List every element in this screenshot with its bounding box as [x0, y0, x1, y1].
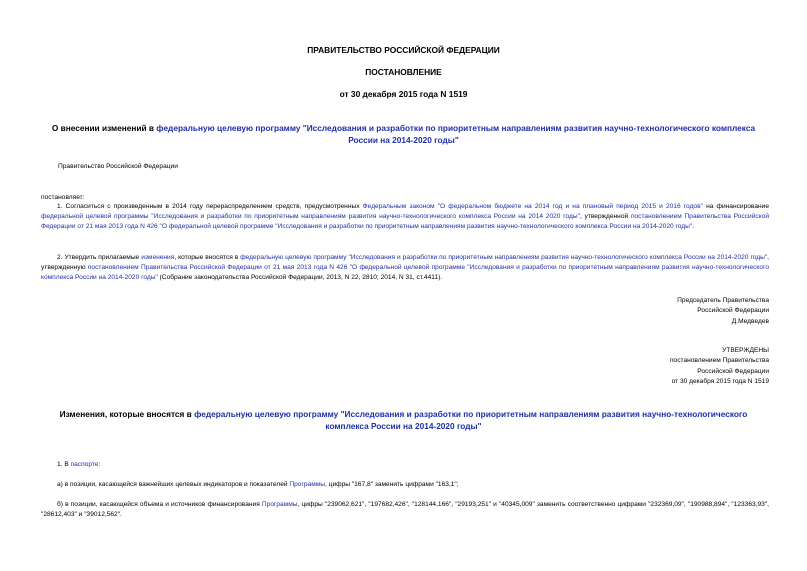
sub-b-text-1: б) в позиции, касающейся объема и источников финансирования: [57, 501, 262, 508]
item1-text-1: 1. Согласиться с произведенным в 2014 году перераспределением средств, предусмотренных: [57, 203, 363, 210]
federal-law-link[interactable]: Федеральным законом "О федеральном бюджете на 2014 год и на плановый период 2015 и 2016 годов": [362, 203, 703, 210]
approval-line-3: Российской Федерации: [697, 367, 769, 375]
sub-item-b: [41, 500, 769, 520]
changes-title-prefix: Изменения, которые вносятся в: [59, 409, 195, 419]
paragraph-item-2: [41, 253, 769, 284]
signature-line-1: Председатель Правительства: [677, 297, 769, 304]
sub-b-text-2: , цифры "239062,621", "197682,426", "128144,166", "29193,251" и "40345,009" заменить соответственно цифрами "232369,09", "190988,894", "123363,93", "28612,403" и "39012,562".: [41, 501, 769, 519]
changes-title: [50, 408, 757, 432]
date-number-heading: от 30 декабря 2015 года N 1519: [339, 89, 468, 99]
program-link[interactable]: федеральной целевой программы "Исследования и разработки по приоритетным направлениям развития научно-технологического комплекса России на 2014 2020 годы": [41, 213, 580, 221]
sub-a-text-1: а) в позиции, касающейся важнейших целевых индикаторов и показателей: [57, 481, 290, 488]
sub-a-program-link[interactable]: Программы: [289, 481, 326, 488]
passport-text-1: 1. В: [57, 461, 71, 468]
program-link-2[interactable]: федеральную целевую программу "Исследования и разработки по приоритетным направлениям развития научно-технологического комплекса России на 2014-2020 годы": [240, 254, 768, 261]
approval-line-1: УТВЕРЖДЕНЫ: [722, 347, 769, 354]
item2-text-2: , которые вносятся в: [174, 254, 241, 261]
document-title: [50, 122, 757, 146]
paragraph-item-1: [41, 202, 769, 233]
signature-line-3: Д.Медведев: [731, 317, 769, 325]
changes-title-program-link[interactable]: федеральную целевую программу "Исследования и разработки по приоритетным направлениям развития научно-технологического комплекса России на 2014-2020 годы": [194, 409, 748, 431]
signature-line-2: Российской Федерации: [697, 307, 769, 315]
resolution-426-link[interactable]: постановлением Правительства Российской Федерации от 21 мая 2013 года N 426 "О федеральной целевой программе "Исследования и разработки по приоритетным направлениям развития научно-технологического комплекса России на 2014-2020 годы": [41, 213, 769, 231]
government-line: Правительство Российской Федерации: [58, 163, 178, 170]
item1-text-2: на финансирование: [702, 203, 770, 210]
title-prefix: О внесении изменений в: [51, 123, 157, 133]
resolution-426-link-2[interactable]: постановлением Правительства Российской Федерации от 21 мая 2013 года N 426 "О федеральной целевой программе "Исследования и разработки по приоритетным направлениям развития научно-технологического комплекса России на 2014-2020 годы": [41, 264, 769, 282]
sub-a-text-2: , цифры "167,8" заменить цифрами "163,1";: [325, 481, 459, 488]
sub-item-a: [57, 480, 757, 490]
approval-line-4: от 30 декабря 2015 года N 1519: [671, 378, 769, 386]
approval-block: [670, 346, 769, 388]
item2-text-3: , утвержденную: [41, 254, 769, 272]
government-heading: ПРАВИТЕЛЬСТВО РОССИЙСКОЙ ФЕДЕРАЦИИ: [307, 45, 500, 55]
sub-b-program-link[interactable]: Программы: [261, 501, 298, 508]
approval-line-2: постановлением Правительства: [669, 357, 769, 365]
passport-text-2: :: [98, 461, 101, 468]
item2-text-4: (Собрание законодательства Российской Федерации, 2013, N 22, 2810; 2014, N 31, ст.4411).: [157, 274, 443, 282]
item2-text-1: 2. Утвердить прилагаемые: [57, 254, 142, 261]
signature-block: [677, 296, 769, 327]
resolves-line: постановляет:: [41, 194, 85, 201]
item1-text-4: .: [692, 223, 695, 231]
doc-type-heading: ПОСТАНОВЛЕНИЕ: [365, 67, 442, 77]
passport-line: [57, 460, 457, 470]
passport-link[interactable]: паспорте: [70, 461, 99, 468]
title-program-link[interactable]: федеральную целевую программу "Исследования и разработки по приоритетным направлениям развития научно-технологического комплекса России на 2014-2020 годы": [156, 123, 756, 145]
item1-text-3: , утвержденной: [579, 213, 631, 221]
changes-link[interactable]: изменения: [141, 254, 175, 261]
